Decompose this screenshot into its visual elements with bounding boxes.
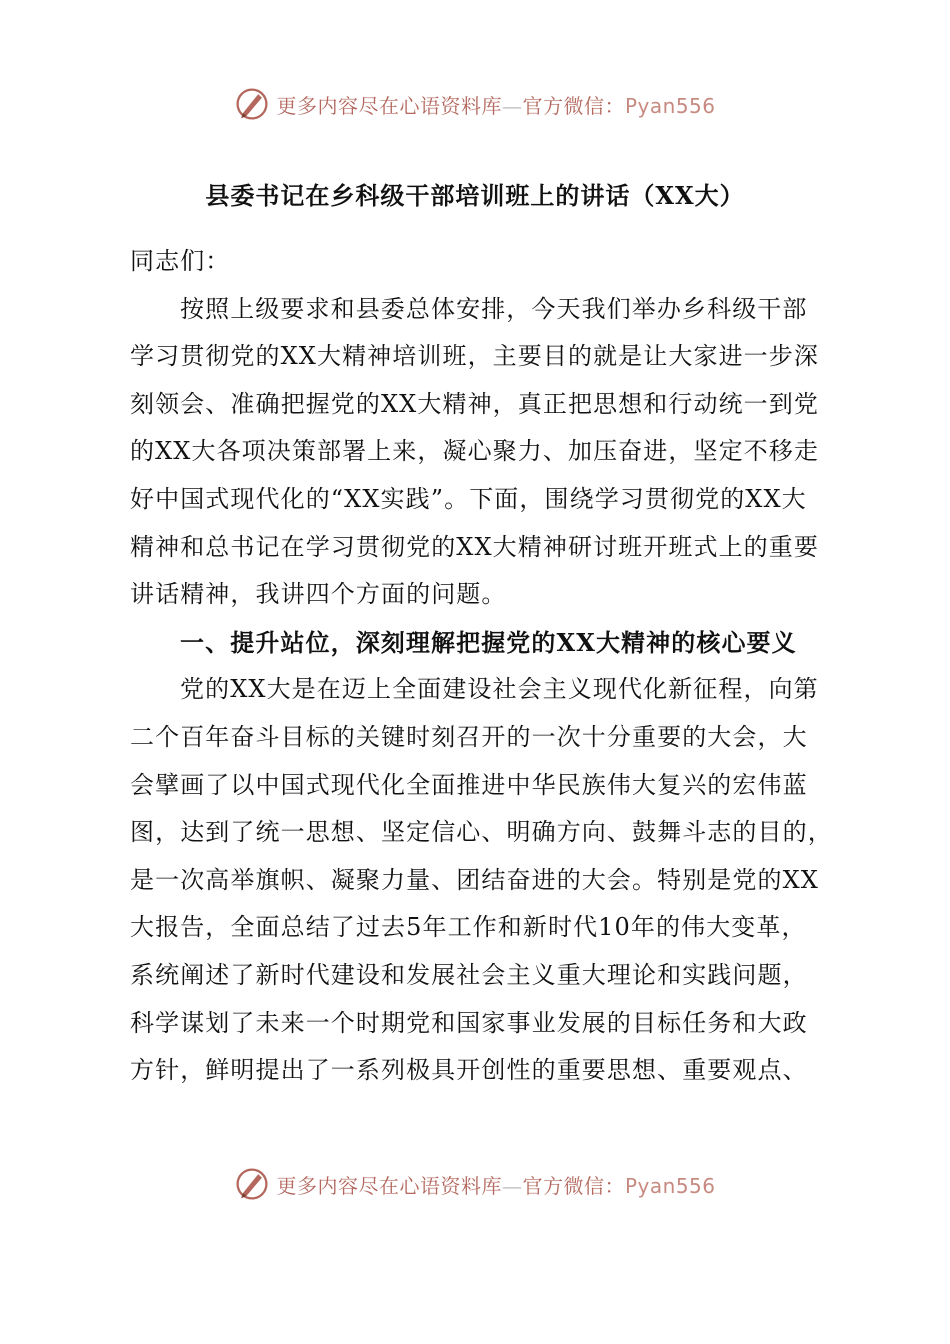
watermark-separator: — <box>501 93 523 118</box>
body-text-line: 方针，鲜明提出了一系列极具开创性的重要思想、重要观点、 <box>130 1056 808 1085</box>
pen-logo-icon <box>234 1166 270 1202</box>
watermark-contact-label: 官方微信： <box>522 93 625 118</box>
section-heading: 一、提升站位，深刻理解把握党的XX大精神的核心要义 <box>180 627 797 657</box>
body-text-line: 科学谋划了未来一个时期党和国家事业发展的目标任务和大政 <box>130 1008 808 1037</box>
watermark-contact-id: Pyan556 <box>624 1173 716 1198</box>
body-text-line: 图，达到了统一思想、坚定信心、明确方向、鼓舞斗志的目的， <box>130 818 833 847</box>
watermark-main: 更多内容尽在心语资料库 <box>276 1173 502 1198</box>
body-text-line: 同志们： <box>130 247 231 275</box>
body-text-line: 党的XX大是在迈上全面建设社会主义现代化新征程，向第 <box>180 675 819 704</box>
watermark-main: 更多内容尽在心语资料库 <box>276 93 502 118</box>
watermark-text <box>276 90 715 119</box>
body-text-line: 是一次高举旗帜、凝聚力量、团结奋进的大会。特别是党的XX <box>130 865 819 894</box>
body-text-line: 二个百年奋斗目标的关键时刻召开的一次十分重要的大会，大 <box>130 722 808 751</box>
body-text-line: 刻领会、准确把握党的XX大精神，真正把思想和行动统一到党 <box>130 389 819 418</box>
body-text-line: 的XX大各项决策部署上来，凝心聚力、加压奋进，坚定不移走 <box>130 437 819 466</box>
footer-watermark-banner <box>0 1164 950 1204</box>
body-text-line: 学习贯彻党的XX大精神培训班，主要目的就是让大家进一步深 <box>130 342 819 371</box>
document-body <box>130 238 833 1095</box>
watermark-contact-id: Pyan556 <box>624 93 716 118</box>
document-title: 县委书记在乡科级干部培训班上的讲话（XX大） <box>205 181 745 210</box>
watermark-text <box>276 1170 715 1199</box>
body-text-line: 会擘画了以中国式现代化全面推进中华民族伟大复兴的宏伟蓝 <box>130 770 808 799</box>
body-text-line: 大报告，全面总结了过去5年工作和新时代10年的伟大变革， <box>130 913 807 942</box>
watermark-separator: — <box>501 1173 523 1198</box>
body-text-line: 讲话精神，我讲四个方面的问题。 <box>130 580 507 609</box>
body-text-line: 系统阐述了新时代建设和发展社会主义重大理论和实践问题， <box>130 960 808 989</box>
pen-logo-icon <box>234 86 270 122</box>
watermark-contact-label: 官方微信： <box>522 1173 625 1198</box>
header-watermark-banner <box>0 84 950 124</box>
body-text-line: 好中国式现代化的“XX实践”。下面，围绕学习贯彻党的XX大 <box>130 484 807 513</box>
body-text-line: 精神和总书记在学习贯彻党的XX大精神研讨班开班式上的重要 <box>130 532 819 561</box>
body-text-line: 按照上级要求和县委总体安排，今天我们举办乡科级干部 <box>180 294 808 323</box>
